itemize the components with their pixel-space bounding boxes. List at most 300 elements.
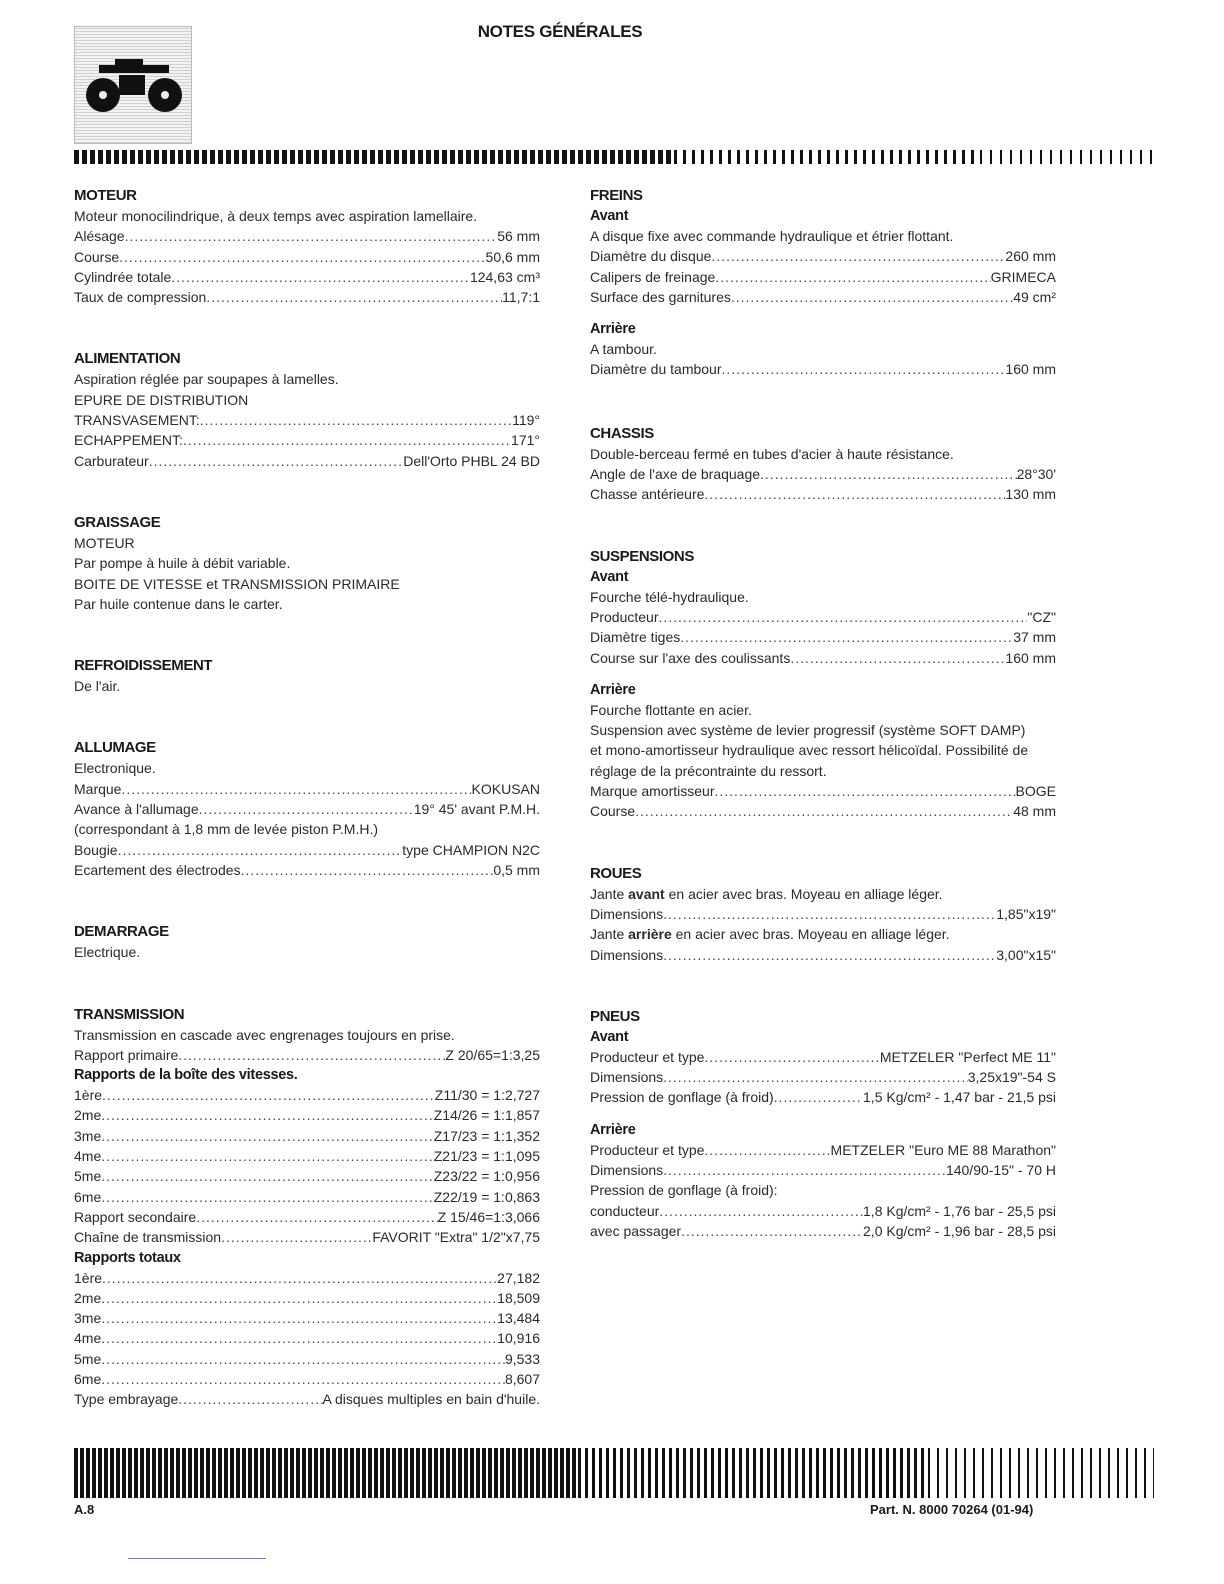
spec-value: 48 mm: [1013, 803, 1056, 820]
text-line: Suspension avec système de levier progressif (système SOFT DAMP): [590, 722, 1026, 739]
section-moteur: [74, 186, 540, 307]
spec-value: 9,533: [504, 1350, 540, 1367]
spec-row: [74, 1328, 540, 1348]
barcode-bar: [697, 1448, 700, 1498]
stripe-bar: [498, 150, 503, 164]
stripe-bar: [530, 150, 535, 164]
barcode-bar: [746, 1448, 749, 1498]
spec-value: FAVORIT "Extra" 1/2"x7,75: [372, 1229, 540, 1246]
stripe-bar: [546, 150, 551, 164]
spec-row: [74, 1308, 540, 1328]
motorcycle-logo: [74, 26, 192, 144]
stripe-bar: [258, 150, 263, 164]
spec-row: [590, 1140, 1056, 1160]
spec-row: [590, 464, 1056, 484]
barcode-bar: [134, 1448, 138, 1498]
barcode-bar: [886, 1448, 889, 1498]
barcode-bar: [116, 1448, 120, 1498]
stripe-bar: [602, 150, 607, 164]
barcode-bar: [554, 1448, 558, 1498]
stripe-bar: [282, 150, 287, 164]
stripe-bar: [1130, 150, 1132, 164]
text-line: Double-berceau fermé en tubes d'acier à haute résistance.: [590, 445, 954, 462]
subsection-title: Rapports totaux: [74, 1249, 181, 1266]
stripe-bar: [1140, 150, 1142, 164]
spec-value: 3,25x19"-54 S: [967, 1069, 1056, 1086]
page-number: A.8: [74, 1502, 95, 1517]
stripe-bar: [809, 150, 812, 164]
barcode-bar: [194, 1448, 198, 1498]
section-title: FREINS: [590, 187, 643, 204]
spec-label: Type embrayage: [74, 1391, 179, 1408]
spec-value: 19° 45' avant P.M.H.: [413, 801, 540, 818]
spec-label: Angle de l'axe de braquage: [590, 466, 761, 483]
spec-value: 1,85"x19": [996, 905, 1056, 922]
stripe-bar: [710, 150, 713, 164]
stripe-bar: [410, 150, 415, 164]
stripe-bar: [1150, 150, 1152, 164]
spec-label: Taux de compression: [74, 289, 207, 306]
barcode-bar: [767, 1448, 770, 1498]
barcode-bar: [236, 1448, 240, 1498]
barcode-bar: [816, 1448, 819, 1498]
subsection-title: Rapports de la boîte des vitesses.: [74, 1067, 298, 1084]
subsection-title: Arrière: [590, 321, 636, 338]
spec-value: 140/90-15" - 70 H: [945, 1162, 1056, 1179]
barcode-bar: [326, 1448, 330, 1498]
section-roues: [590, 864, 1056, 965]
spec-label: Course: [590, 803, 636, 820]
spec-row: [590, 627, 1056, 647]
spec-value: 37 mm: [1013, 629, 1056, 646]
spec-row: [590, 1201, 1056, 1221]
barcode-bar: [482, 1448, 486, 1498]
barcode-bar: [641, 1448, 644, 1498]
spec-row: [590, 287, 1056, 307]
spec-row: [74, 779, 540, 799]
spec-label: 1ère: [74, 1269, 103, 1286]
barcode-bar: [627, 1448, 630, 1498]
barcode-bar: [488, 1448, 492, 1498]
stripe-bar: [418, 150, 423, 164]
barcode-bar: [900, 1448, 903, 1498]
stripe-bar: [863, 150, 866, 164]
stripe-bar: [782, 150, 785, 164]
barcode-bar: [404, 1448, 408, 1498]
spec-value: 260 mm: [1005, 248, 1056, 265]
stripe-bar: [522, 150, 527, 164]
section-demarrage: [74, 922, 540, 962]
barcode-bar: [224, 1448, 228, 1498]
stripe-bar: [370, 150, 375, 164]
spec-value: 2,0 Kg/cm² - 1,96 bar - 28,5 psi: [863, 1222, 1056, 1239]
barcode-bar: [74, 1448, 78, 1498]
barcode-bar: [704, 1448, 707, 1498]
spec-label: Cylindrée totale: [74, 268, 172, 285]
stripe-bar: [1050, 150, 1052, 164]
text-span-bold: arrière: [628, 926, 672, 943]
spec-label: Surface des garnitures: [590, 288, 731, 305]
stripe-bar: [755, 150, 758, 164]
stripe-bar: [362, 150, 367, 164]
barcode-bar: [711, 1448, 714, 1498]
left-column: [74, 186, 540, 1410]
stripe-bar: [1000, 150, 1002, 164]
stripe-bar: [322, 150, 327, 164]
barcode-bar: [851, 1448, 854, 1498]
barcode-bar: [524, 1448, 528, 1498]
stripe-bar: [634, 150, 639, 164]
barcode-bar: [1135, 1448, 1137, 1498]
text-line: Par huile contenue dans le carter.: [74, 595, 283, 612]
text-line: A tambour.: [590, 341, 657, 358]
section-title: ALLUMAGE: [74, 739, 156, 757]
stripe-bar: [250, 150, 255, 164]
section-title: GRAISSAGE: [74, 513, 161, 531]
spec-row: [74, 267, 540, 287]
barcode-bar: [1153, 1448, 1154, 1498]
stripe-bar: [917, 150, 920, 164]
stripe-bar: [701, 150, 704, 164]
barcode-bar: [634, 1448, 637, 1498]
spec-label: Dimensions: [590, 1162, 664, 1179]
barcode-bar: [356, 1448, 360, 1498]
spec-row: [590, 246, 1056, 266]
stripe-bar: [570, 150, 575, 164]
barcode-bar: [122, 1448, 126, 1498]
barcode-bar: [164, 1448, 168, 1498]
barcode-bar: [362, 1448, 366, 1498]
barcode-bar: [368, 1448, 372, 1498]
spec-label: Carburateur: [74, 452, 149, 469]
spec-row: [74, 1126, 540, 1146]
subsection-title: Arrière: [590, 1121, 636, 1138]
spec-label: Dimensions: [590, 946, 664, 963]
barcode-bar: [464, 1448, 468, 1498]
stripe-bar: [1080, 150, 1082, 164]
section-pneus: [590, 1007, 1056, 1241]
spec-value: "CZ": [1027, 608, 1056, 625]
stripe-bar: [962, 150, 965, 164]
stripe-bar: [458, 150, 463, 164]
barcode-bar: [648, 1448, 651, 1498]
spec-row: [74, 247, 540, 267]
stripe-bar: [306, 150, 311, 164]
spec-row: [590, 1067, 1056, 1087]
spec-row: [590, 1221, 1056, 1241]
stripe-bar: [330, 150, 335, 164]
barcode-bar: [542, 1448, 546, 1498]
barcode-bar: [1027, 1448, 1029, 1498]
spec-row: [74, 1227, 540, 1247]
stripe-bar: [210, 150, 215, 164]
barcode-bar: [452, 1448, 456, 1498]
barcode-bar: [991, 1448, 993, 1498]
spec-label: 4me: [74, 1148, 102, 1165]
text-line: Fourche flottante en acier.: [590, 701, 752, 718]
text-line: Moteur monocilindrique, à deux temps avec aspiration lamellaire.: [74, 208, 478, 224]
text-span: Jante: [590, 885, 629, 902]
barcode-bar: [865, 1448, 868, 1498]
barcode-bar: [928, 1448, 930, 1498]
spec-value: 124,63 cm³: [469, 268, 540, 285]
text-line: (correspondant à 1,8 mm de levée piston P.M.H.): [74, 821, 379, 838]
barcode-bar: [802, 1448, 805, 1498]
section-alimentation: [74, 349, 540, 470]
barcode-bar: [844, 1448, 847, 1498]
stripe-bar: [836, 150, 839, 164]
text-line: réglage de la précontrainte du ressort.: [590, 762, 827, 779]
stripe-bar: [386, 150, 391, 164]
barcode-bar: [718, 1448, 721, 1498]
barcode-bar: [655, 1448, 658, 1498]
spec-value: Z21/23 = 1:1,095: [433, 1148, 540, 1165]
barcode-bar: [440, 1448, 444, 1498]
spec-row: [590, 1047, 1056, 1067]
spec-value: 18,509: [497, 1289, 540, 1306]
section-title: PNEUS: [590, 1007, 640, 1025]
barcode-bar: [410, 1448, 414, 1498]
spec-row: [590, 904, 1056, 924]
barcode-bar: [188, 1448, 192, 1498]
stripe-bar: [74, 150, 79, 164]
barcode-bar: [446, 1448, 450, 1498]
barcode-bar: [272, 1448, 276, 1498]
barcode-bar: [572, 1448, 576, 1498]
subsection-title: Avant: [590, 1028, 629, 1045]
barcode-bar: [350, 1448, 354, 1498]
spec-label: Producteur: [590, 608, 659, 625]
barcode-bar: [1018, 1448, 1020, 1498]
stripe-bar: [178, 150, 183, 164]
stripe-bar: [402, 150, 407, 164]
spec-label: 4me: [74, 1330, 102, 1347]
barcode-bar: [380, 1448, 384, 1498]
barcode-bar: [955, 1448, 957, 1498]
spec-row: [590, 648, 1056, 668]
spec-value: 56 mm: [497, 228, 540, 245]
barcode-bar: [872, 1448, 875, 1498]
barcode-bar: [914, 1448, 917, 1498]
right-column: [590, 186, 1056, 1241]
spec-value: A disques multiples en bain d'huile.: [322, 1391, 540, 1408]
spec-row: [74, 410, 540, 430]
stripe-bar: [908, 150, 911, 164]
stripe-bar: [845, 150, 848, 164]
text-line: A disque fixe avec commande hydraulique et étrier flottant.: [590, 228, 954, 244]
section-freins: [590, 186, 1056, 380]
barcode-bar: [1108, 1448, 1110, 1498]
barcode-bar: [739, 1448, 742, 1498]
bottom-barcode: [74, 1448, 1154, 1498]
spec-label: Diamètre du disque: [590, 248, 712, 265]
spec-label: Pression de gonflage (à froid): [590, 1089, 774, 1106]
spec-label: Producteur et type: [590, 1048, 705, 1065]
link-underline: [128, 1558, 266, 1559]
barcode-bar: [837, 1448, 840, 1498]
barcode-bar: [182, 1448, 186, 1498]
part-number: Part. N. 8000 70264 (01-94): [870, 1502, 1034, 1517]
spec-row: [74, 1349, 540, 1369]
stripe-bar: [122, 150, 127, 164]
spec-label: Marque amortisseur: [590, 783, 715, 800]
stripe-bar: [274, 150, 279, 164]
barcode-bar: [781, 1448, 784, 1498]
stripe-bar: [1010, 150, 1012, 164]
barcode-bar: [982, 1448, 984, 1498]
stripe-bar: [98, 150, 103, 164]
barcode-bar: [1036, 1448, 1038, 1498]
spec-value: 11,7:1: [502, 289, 540, 306]
spec-label: 6me: [74, 1370, 102, 1387]
stripe-bar: [290, 150, 295, 164]
text-span-bold: avant: [628, 885, 665, 902]
barcode-bar: [506, 1448, 510, 1498]
barcode-bar: [422, 1448, 426, 1498]
spec-label: Bougie: [74, 841, 118, 858]
stripe-bar: [1020, 150, 1022, 164]
text-line: Pression de gonflage (à froid):: [590, 1182, 778, 1199]
stripe-bar: [162, 150, 167, 164]
barcode-bar: [830, 1448, 833, 1498]
spec-label: Producteur et type: [590, 1141, 705, 1158]
spec-label: Rapport secondaire: [74, 1208, 197, 1225]
spec-label: Avance à l'allumage: [74, 801, 199, 818]
top-barcode-stripe: [74, 150, 1154, 164]
stripe-bar: [728, 150, 731, 164]
spec-label: 3me: [74, 1310, 102, 1327]
spec-value: type CHAMPION N2C: [402, 841, 540, 858]
barcode-bar: [585, 1448, 588, 1498]
stripe-bar: [378, 150, 383, 164]
barcode-bar: [416, 1448, 420, 1498]
spec-label: TRANSVASEMENT:: [74, 412, 200, 429]
subsection-title: Avant: [590, 208, 629, 224]
spec-label: Course sur l'axe des coulissants: [590, 649, 791, 666]
section-title: REFROIDISSEMENT: [74, 657, 213, 675]
barcode-bar: [398, 1448, 402, 1498]
page-title: NOTES GÉNÉRALES: [477, 22, 643, 41]
barcode-bar: [753, 1448, 756, 1498]
barcode-bar: [518, 1448, 522, 1498]
spec-row: [74, 1187, 540, 1207]
barcode-bar: [937, 1448, 939, 1498]
text-line: [590, 924, 1056, 944]
spec-label: 6me: [74, 1188, 102, 1205]
text-line: BOITE DE VITESSE et TRANSMISSION PRIMAIRE: [74, 575, 400, 592]
stripe-bar: [450, 150, 455, 164]
barcode-bar: [308, 1448, 312, 1498]
text-line: De l'air.: [74, 678, 121, 695]
spec-row: [590, 359, 1056, 379]
text-line: [590, 884, 1056, 904]
barcode-bar: [893, 1448, 896, 1498]
stripe-bar: [186, 150, 191, 164]
stripe-bar: [719, 150, 722, 164]
barcode-bar: [599, 1448, 602, 1498]
barcode-bar: [290, 1448, 294, 1498]
stripe-bar: [554, 150, 559, 164]
spec-label: 2me: [74, 1289, 102, 1306]
barcode-bar: [218, 1448, 222, 1498]
barcode-bar: [284, 1448, 288, 1498]
barcode-bar: [230, 1448, 234, 1498]
spec-value: METZELER "Perfect ME 11": [879, 1048, 1056, 1065]
section-title: ALIMENTATION: [74, 350, 181, 368]
barcode-bar: [578, 1448, 581, 1498]
spec-value: 160 mm: [1005, 649, 1056, 666]
barcode-bar: [296, 1448, 300, 1498]
spec-value: 1,8 Kg/cm² - 1,76 bar - 25,5 psi: [863, 1202, 1056, 1219]
stripe-bar: [538, 150, 543, 164]
barcode-bar: [690, 1448, 693, 1498]
spec-label: ECHAPPEMENT:: [74, 432, 183, 449]
spec-label: Dimensions: [590, 1069, 664, 1086]
stripe-bar: [490, 150, 495, 164]
stripe-bar: [242, 150, 247, 164]
spec-value: 49 cm²: [1013, 288, 1056, 305]
stripe-bar: [578, 150, 583, 164]
stripe-bar: [666, 150, 671, 164]
spec-value: Dell'Orto PHBL 24 BD: [403, 452, 540, 469]
barcode-bar: [760, 1448, 763, 1498]
spec-value: 27,182: [497, 1269, 540, 1286]
stripe-bar: [338, 150, 343, 164]
stripe-bar: [1120, 150, 1122, 164]
spec-row: [74, 1105, 540, 1125]
stripe-bar: [298, 150, 303, 164]
barcode-bar: [110, 1448, 114, 1498]
spec-value: Z11/30 = 1:2,727: [434, 1087, 540, 1104]
spec-row: [590, 801, 1056, 821]
spec-value: 13,484: [497, 1310, 540, 1327]
stripe-bar: [971, 150, 974, 164]
barcode-bar: [512, 1448, 516, 1498]
stripe-bar: [935, 150, 938, 164]
spec-row: [590, 1087, 1056, 1107]
stripe-bar: [594, 150, 599, 164]
barcode-bar: [1090, 1448, 1092, 1498]
barcode-bar: [86, 1448, 90, 1498]
spec-row: [74, 799, 540, 819]
stripe-bar: [482, 150, 487, 164]
stripe-bar: [114, 150, 119, 164]
section-title: SUSPENSIONS: [590, 547, 694, 565]
barcode-bar: [200, 1448, 204, 1498]
barcode-bar: [592, 1448, 595, 1498]
barcode-bar: [676, 1448, 679, 1498]
barcode-bar: [858, 1448, 861, 1498]
barcode-bar: [434, 1448, 438, 1498]
stripe-bar: [434, 150, 439, 164]
stripe-bar: [926, 150, 929, 164]
spec-value: 50,6 mm: [485, 248, 540, 265]
barcode-bar: [158, 1448, 162, 1498]
barcode-bar: [314, 1448, 318, 1498]
barcode-bar: [1081, 1448, 1083, 1498]
barcode-bar: [104, 1448, 108, 1498]
barcode-bar: [566, 1448, 570, 1498]
spec-value: KOKUSAN: [471, 780, 540, 797]
text-line: Fourche télé-hydraulique.: [590, 588, 749, 605]
stripe-bar: [650, 150, 655, 164]
spec-label: Alésage: [74, 228, 125, 245]
spec-row: [74, 840, 540, 860]
barcode-bar: [344, 1448, 348, 1498]
spec-value: 0,5 mm: [493, 861, 540, 878]
stripe-bar: [394, 150, 399, 164]
stripe-bar: [800, 150, 803, 164]
